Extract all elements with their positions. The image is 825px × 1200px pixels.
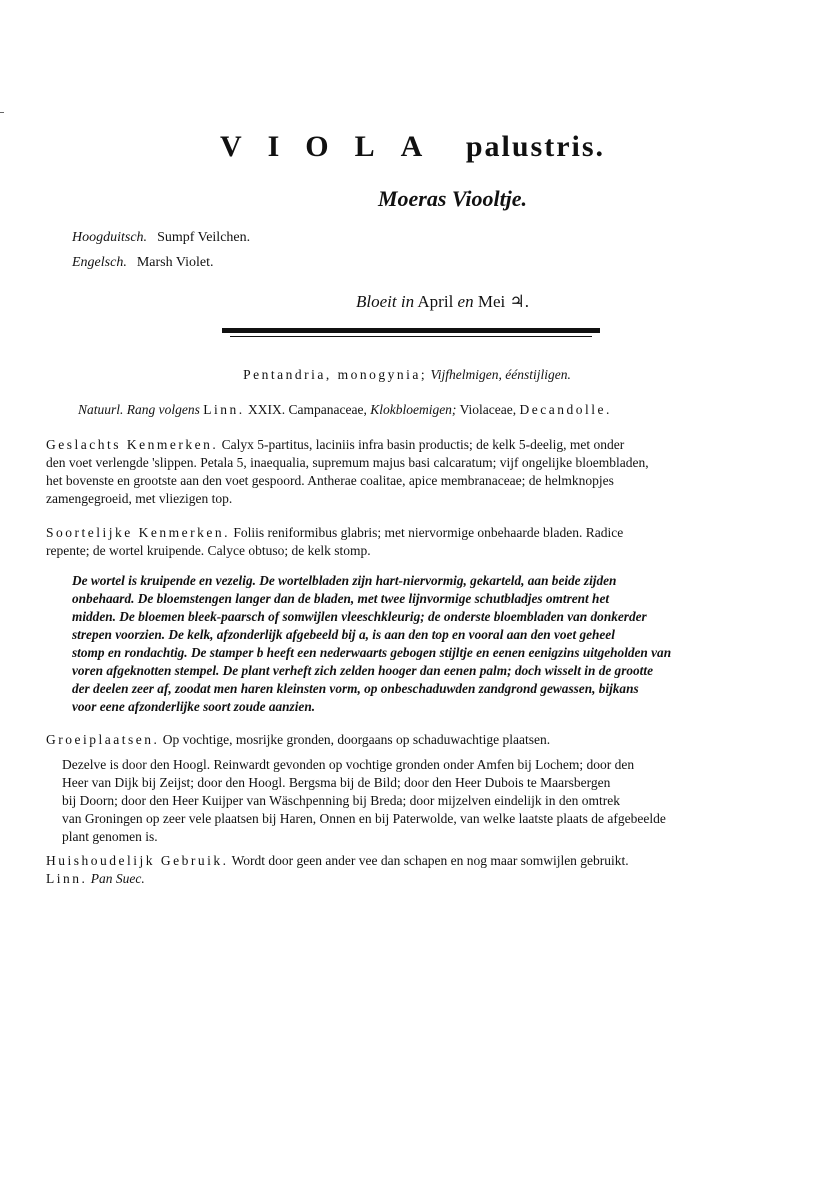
classification-dutch: Vijfhelmigen, éénstijligen. bbox=[430, 367, 571, 382]
divider-thin bbox=[230, 336, 592, 337]
text-line: Wordt door geen ander vee dan schapen en nog maar somwijlen gebruikt. bbox=[231, 853, 629, 868]
classification-main: Pentandria, monogynia; bbox=[243, 367, 428, 382]
description-line: voren afgeknotten stempel. De plant verheft zich zelden hooger dan eenen palm; doch wisselt in de grootte bbox=[72, 663, 653, 678]
rank-number: XXIX. bbox=[248, 402, 286, 417]
reference-author: Linn. bbox=[46, 871, 88, 886]
reference-work: Pan Suec. bbox=[90, 871, 145, 886]
divider-thick bbox=[222, 328, 600, 333]
bloei-label: Bloeit bbox=[356, 292, 397, 311]
title-species: palustris. bbox=[465, 130, 606, 163]
rank-family2: Violaceae, bbox=[459, 402, 517, 417]
natural-rank-line bbox=[78, 401, 768, 419]
text-line: het bovenste en grootste aan den voet gespoord. Antherae coalitae, apice membranaceae; de helmknopjes bbox=[46, 473, 614, 488]
text-line: plant genomen is. bbox=[62, 829, 158, 844]
name-language: Hoogduitsch. bbox=[72, 230, 148, 245]
section-locations bbox=[62, 756, 768, 846]
page-title bbox=[0, 130, 825, 164]
section-heading: Soortelijke Kenmerken. bbox=[46, 525, 230, 540]
text-line: repente; de wortel kruipende. Calyce obtuso; de kelk stomp. bbox=[46, 543, 371, 558]
text-line: Heer van Dijk bij Zeijst; door den Hoogl. Bergsma bij de Bild; door den Heer Dubois te Maarsbergen bbox=[62, 775, 611, 790]
section-groeiplaatsen bbox=[46, 731, 768, 749]
text-line: den voet verlengde 'slippen. Petala 5, inaequalia, supremum majus basi calcaratum; vijf ongelijke bloembladen, bbox=[46, 455, 649, 470]
page-subtitle: Moeras Viooltje. bbox=[377, 186, 528, 211]
description-line: stomp en rondachtig. De stamper b heeft een nederwaarts gebogen stijltje en eenen eenigzins uitgeholden van bbox=[72, 645, 672, 660]
description-line: onbehaard. De bloemstengen langer dan de bladen, met twee lijnvormige schutbladjes omtrent het bbox=[72, 591, 610, 606]
section-huishoudelijk bbox=[46, 852, 768, 888]
page-edge-mark bbox=[0, 112, 4, 113]
perennial-symbol: ♃. bbox=[509, 292, 529, 311]
rank-author2: Decandolle. bbox=[519, 402, 612, 417]
bloei-en: en bbox=[457, 292, 474, 311]
text-line: bij Doorn; door den Heer Kuijper van Wäschpenning bij Breda; door mijzelven eindelijk in den omtrek bbox=[62, 793, 620, 808]
section-soortelijke bbox=[46, 524, 768, 560]
description-line: strepen voorzien. De kelk, afzonderlijk afgebeeld bij a, is aan den top en vooral aan den voet geheel bbox=[72, 627, 615, 642]
bloei-in: in bbox=[400, 292, 415, 311]
description-line: midden. De bloemen bleek-paarsch of somwijlen vleeschkleurig; de onderste bloembladen van donkerder bbox=[72, 609, 647, 624]
name-value: Marsh Violet. bbox=[136, 255, 214, 270]
rank-family: Campanaceae, bbox=[288, 402, 367, 417]
description-line: der deelen zeer af, zoodat men haren kleinsten vorm, op onbeschaduwden zandgrond gewassen, bijkans bbox=[72, 681, 639, 696]
description-line: voor eene afzonderlijke soort zoude aanzien. bbox=[72, 699, 316, 714]
bloei-month2: Mei bbox=[477, 292, 506, 311]
rank-label: Natuurl. Rang volgens bbox=[78, 402, 200, 417]
name-english bbox=[72, 255, 214, 271]
rank-author: Linn. bbox=[203, 402, 245, 417]
flowering-line bbox=[0, 292, 825, 312]
text-line: Calyx 5-partitus, laciniis infra basin productis; de kelk 5-deelig, met onder bbox=[221, 437, 625, 452]
description-line: De wortel is kruipende en vezelig. De wortelbladen zijn hart-niervormig, gekarteld, aan beide zijden bbox=[72, 573, 617, 588]
text-line: Dezelve is door den Hoogl. Reinwardt gevonden op vochtige gronden onder Amfen bij Lochem; door den bbox=[62, 757, 635, 772]
section-heading: Huishoudelijk Gebruik. bbox=[46, 853, 229, 868]
name-language: Engelsch. bbox=[72, 255, 127, 270]
text-line: Foliis reniformibus glabris; met niervormige onbehaarde bladen. Radice bbox=[233, 525, 624, 540]
text-line: zamengegroeid, met vliezigen top. bbox=[46, 491, 233, 506]
description-block bbox=[72, 572, 768, 716]
bloei-month: April bbox=[417, 292, 454, 311]
name-value: Sumpf Veilchen. bbox=[157, 230, 251, 245]
section-geslachts bbox=[46, 436, 768, 508]
text-line: Op vochtige, mosrijke gronden, doorgaans op schaduwachtige plaatsen. bbox=[162, 732, 551, 747]
title-genus: VIOLA bbox=[219, 130, 449, 163]
classification-line bbox=[46, 366, 768, 384]
name-german bbox=[72, 230, 250, 246]
section-heading: Geslachts Kenmerken. bbox=[46, 437, 219, 452]
rank-family-nl: Klokbloemigen; bbox=[370, 402, 457, 417]
section-heading: Groeiplaatsen. bbox=[46, 732, 160, 747]
text-line: van Groningen op zeer vele plaatsen bij Haren, Onnen en bij Paterwolde, van welke laatste plaats de afgebeelde bbox=[62, 811, 666, 826]
